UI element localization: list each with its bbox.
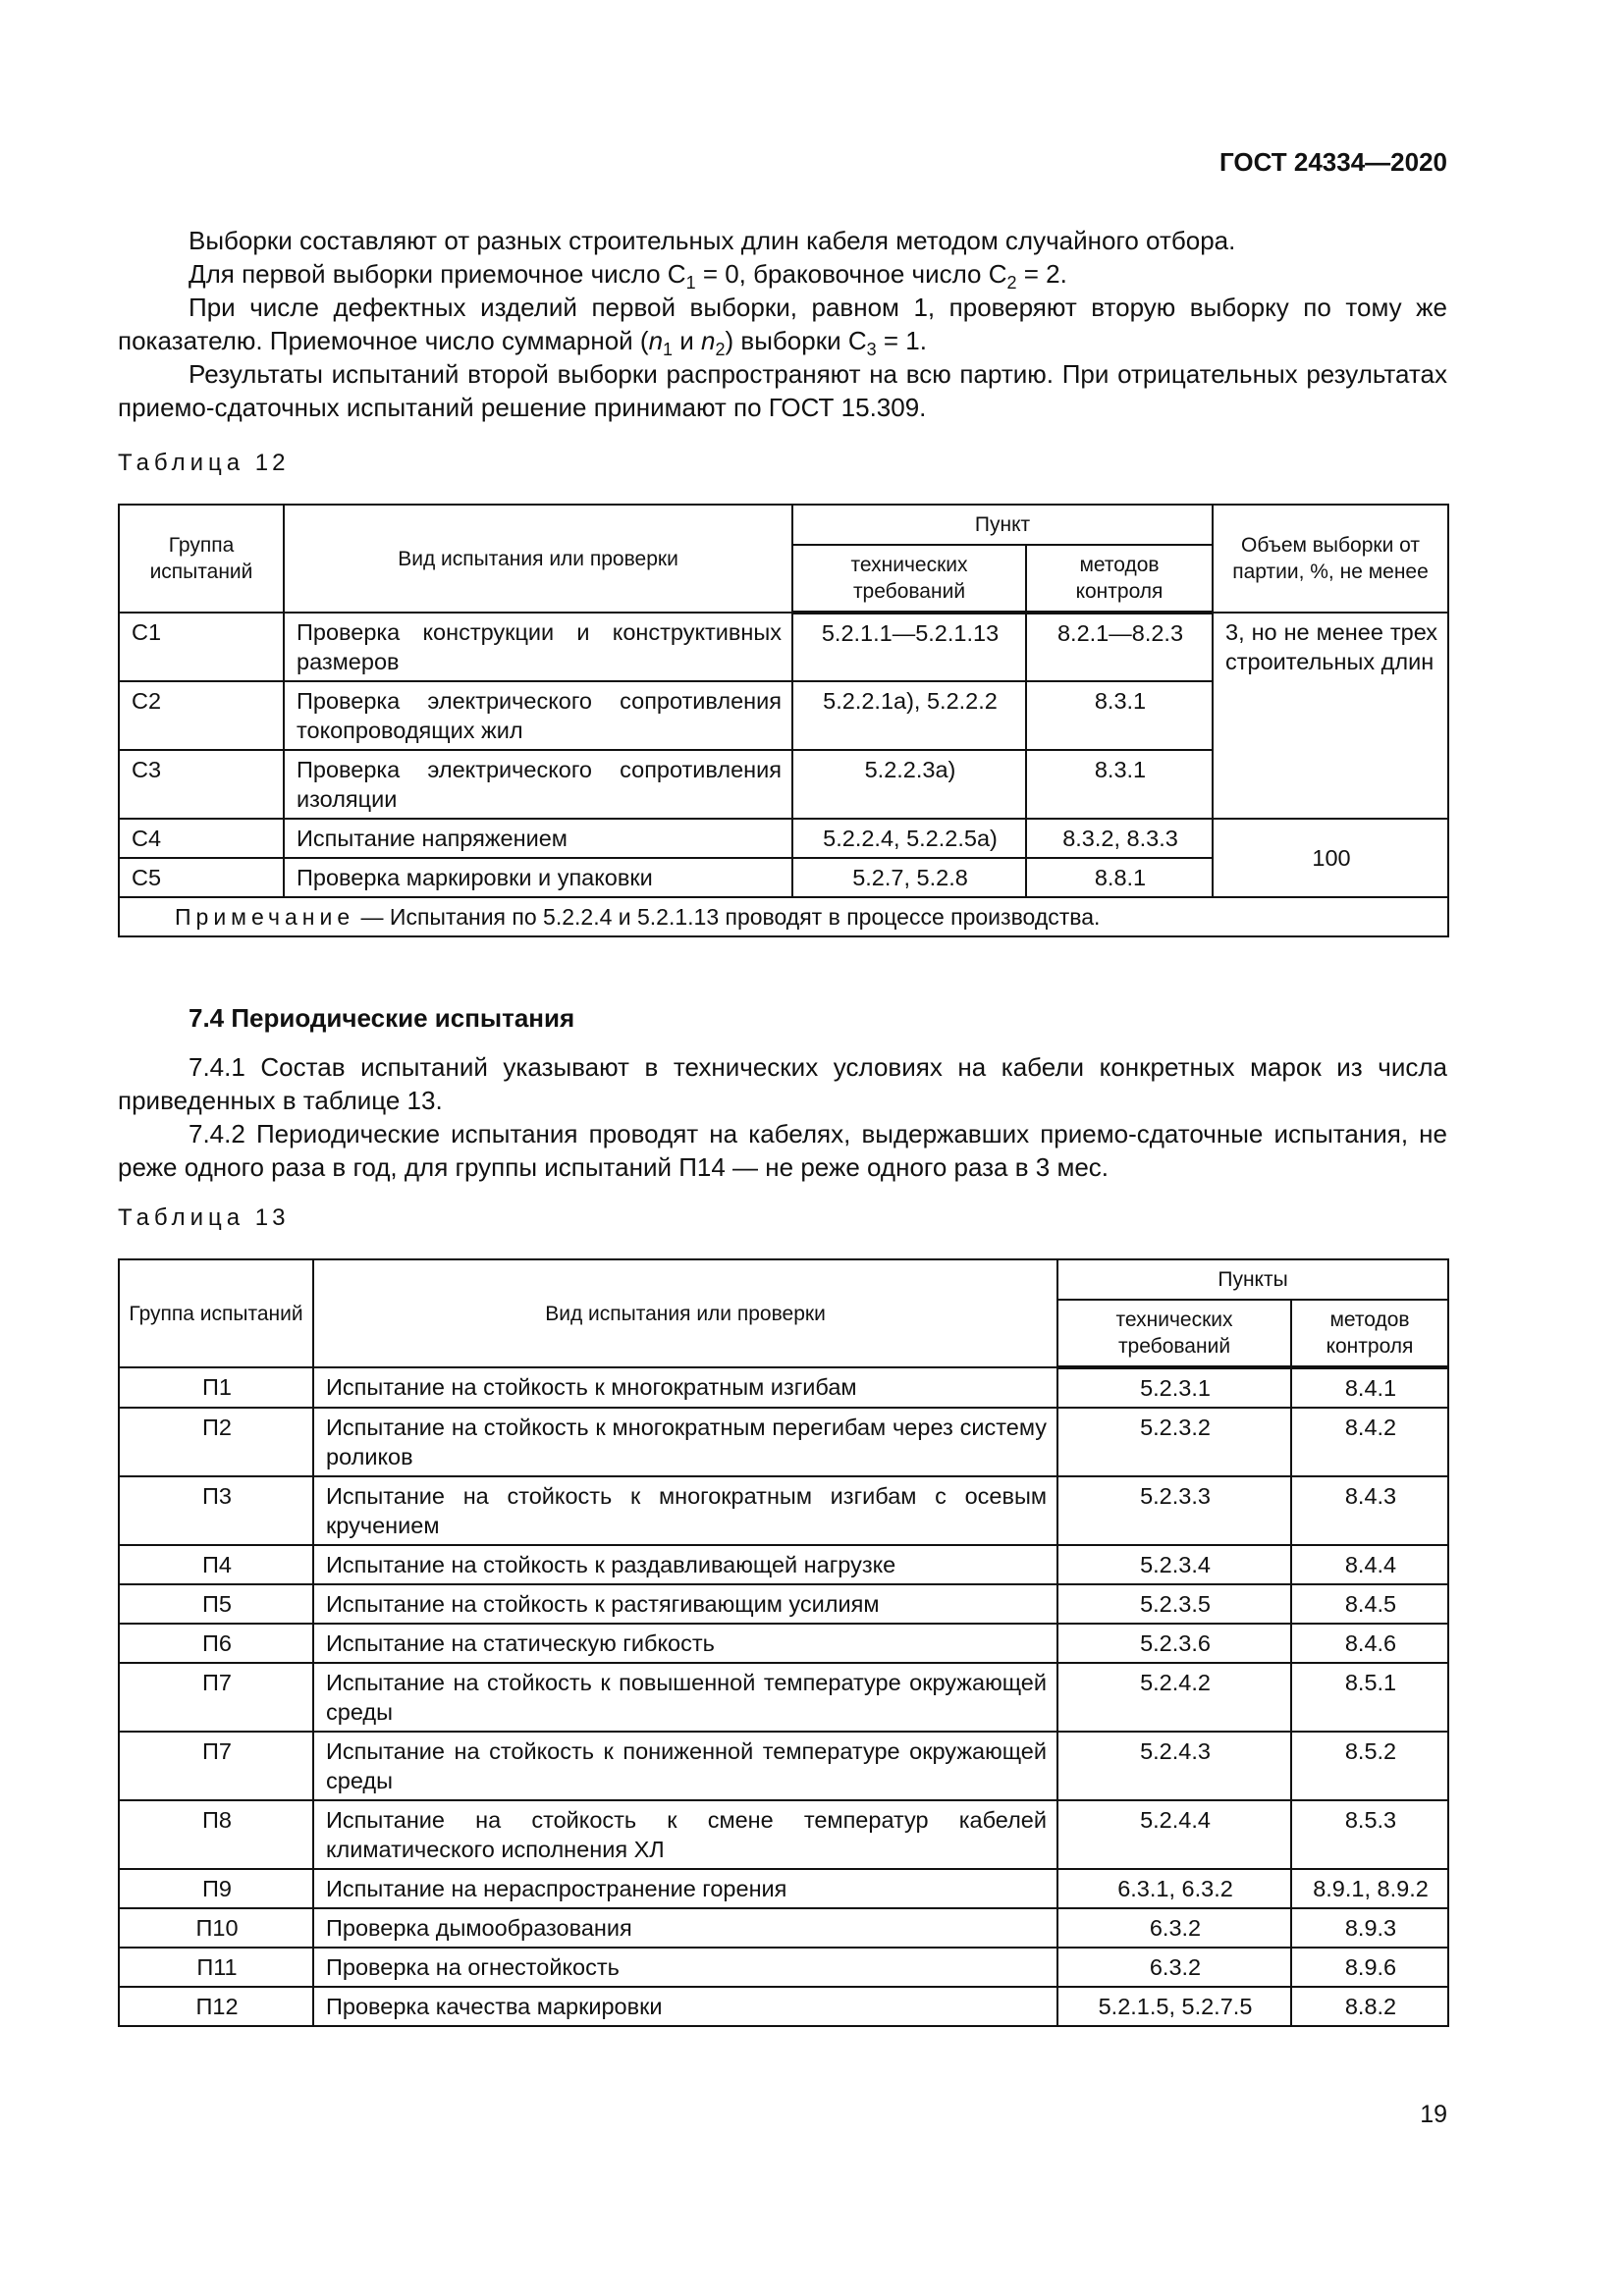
cell-kind: Проверка конструкции и конструктивных размеров xyxy=(284,613,792,681)
cell-tech: 6.3.2 xyxy=(1057,1908,1291,1948)
cell-kind: Испытание напряжением xyxy=(284,819,792,858)
table-row xyxy=(119,1408,1448,1476)
table-13 xyxy=(118,1258,1449,2027)
cell-tech: 5.2.3.4 xyxy=(1057,1545,1291,1584)
cell-tech: 5.2.1.5, 5.2.7.5 xyxy=(1057,1987,1291,2026)
cell-group: П4 xyxy=(119,1545,313,1584)
table-row xyxy=(119,1663,1448,1732)
cell-group: П11 xyxy=(119,1948,313,1987)
cell-tech: 5.2.3.2 xyxy=(1057,1408,1291,1476)
section-paragraph-2: 7.4.2 Периодические испытания проводят на кабелях, выдержавших приемо-сдаточные испытания, не реже одного раза в год, для группы испытаний П14 — не реже одного раза в 3 мес. xyxy=(118,1119,1447,1182)
cell-kind: Испытание на стойкость к смене температур кабелей климатического исполнения ХЛ xyxy=(313,1800,1057,1869)
section-paragraph-1: 7.4.1 Состав испытаний указывают в технических условиях на кабели конкретных марок из числа приведенных в таблице 13. xyxy=(118,1052,1447,1115)
cell-group: П9 xyxy=(119,1869,313,1908)
cell-kind: Проверка дымообразования xyxy=(313,1908,1057,1948)
cell-methods: 8.4.3 xyxy=(1291,1476,1448,1545)
cell-tech: 5.2.3.6 xyxy=(1057,1624,1291,1663)
table-row xyxy=(119,1800,1448,1869)
table-row xyxy=(119,819,1448,858)
cell-kind: Испытание на нераспространение горения xyxy=(313,1869,1057,1908)
cell-group: П2 xyxy=(119,1408,313,1476)
intro-paragraph-1: Выборки составляют от разных строительных длин кабеля методом случайного отбора. xyxy=(189,226,1236,255)
cell-methods: 8.5.1 xyxy=(1291,1663,1448,1732)
cell-kind: Испытание на стойкость к многократным изгибам xyxy=(313,1367,1057,1408)
cell-kind: Испытание на стойкость к многократным перегибам через систему роликов xyxy=(313,1408,1057,1476)
intro-paragraph-3: При числе дефектных изделий первой выборки, равном 1, проверяют вторую выборку по тому же показателю. Приемочное число суммарной ($n_1$ и $n_2$) выборки $С_3 = 1$. xyxy=(118,293,1447,360)
cell-tech: 5.2.2.1а), 5.2.2.2 xyxy=(792,681,1026,750)
cell-kind: Проверка электрического сопротивления изоляции xyxy=(284,750,792,819)
cell-tech: 5.2.4.2 xyxy=(1057,1663,1291,1732)
cell-kind: Проверка маркировки и упаковки xyxy=(284,858,792,897)
table-row xyxy=(119,1476,1448,1545)
cell-methods: 8.2.1—8.2.3 xyxy=(1026,613,1213,681)
cell-kind: Испытание на стойкость к многократным изгибам с осевым кручением xyxy=(313,1476,1057,1545)
cell-group: С5 xyxy=(119,858,284,897)
table-row xyxy=(119,1732,1448,1800)
cell-kind: Проверка электрического сопротивления токопроводящих жил xyxy=(284,681,792,750)
cell-group: П12 xyxy=(119,1987,313,2026)
cell-kind: Проверка качества маркировки xyxy=(313,1987,1057,2026)
cell-methods: 8.8.2 xyxy=(1291,1987,1448,2026)
table-13-header-methods: методов контроля xyxy=(1291,1300,1448,1367)
table-row xyxy=(119,1624,1448,1663)
cell-tech: 6.3.2 xyxy=(1057,1948,1291,1987)
table-13-header-kind: Вид испытания или проверки xyxy=(313,1259,1057,1367)
table-12-caption: Таблица 12 xyxy=(118,450,290,476)
cell-tech: 5.2.7, 5.2.8 xyxy=(792,858,1026,897)
table-row xyxy=(119,1545,1448,1584)
cell-methods: 8.9.1, 8.9.2 xyxy=(1291,1869,1448,1908)
table-12 xyxy=(118,504,1449,937)
cell-tech: 5.2.3.3 xyxy=(1057,1476,1291,1545)
table-12-header-group: Группа испытаний xyxy=(119,505,284,613)
cell-kind: Испытание на стойкость к раздавливающей нагрузке xyxy=(313,1545,1057,1584)
table-row xyxy=(119,1367,1448,1408)
cell-group: П6 xyxy=(119,1624,313,1663)
table-12-header-volume: Объем выборки от партии, %, не менее xyxy=(1213,505,1448,613)
cell-methods: 8.5.2 xyxy=(1291,1732,1448,1800)
table-12-header-kind: Вид испытания или проверки xyxy=(284,505,792,613)
intro-paragraph-2: Для первой выборки приемочное число $С_1 = 0$, браковочное число $С_2 = 2$. xyxy=(189,259,1067,294)
table-row xyxy=(119,1908,1448,1948)
cell-tech: 5.2.4.3 xyxy=(1057,1732,1291,1800)
table-row xyxy=(119,1584,1448,1624)
cell-group: П5 xyxy=(119,1584,313,1624)
cell-tech: 5.2.2.4, 5.2.2.5а) xyxy=(792,819,1026,858)
cell-group: П7 xyxy=(119,1663,313,1732)
cell-methods: 8.3.1 xyxy=(1026,750,1213,819)
page-number: 19 xyxy=(1420,2101,1447,2128)
cell-kind: Испытание на статическую гибкость xyxy=(313,1624,1057,1663)
table-12-note: Примечание — Испытания по 5.2.2.4 и 5.2.1.13 проводят в процессе производства. xyxy=(119,897,1448,936)
cell-methods: 8.3.1 xyxy=(1026,681,1213,750)
cell-group: П10 xyxy=(119,1908,313,1948)
cell-group: П3 xyxy=(119,1476,313,1545)
intro-paragraph-4: Результаты испытаний второй выборки распространяют на всю партию. При отрицательных результатах приемо-сдаточных испытаний решение принимают по ГОСТ 15.309. xyxy=(118,359,1447,422)
cell-methods: 8.9.6 xyxy=(1291,1948,1448,1987)
cell-kind: Испытание на стойкость к повышенной температуре окружающей среды xyxy=(313,1663,1057,1732)
table-12-header-methods: методов контроля xyxy=(1026,545,1213,613)
cell-kind: Проверка на огнестойкость xyxy=(313,1948,1057,1987)
table-12-note-row xyxy=(119,897,1448,936)
cell-methods: 8.5.3 xyxy=(1291,1800,1448,1869)
cell-group: П1 xyxy=(119,1367,313,1408)
cell-group: С1 xyxy=(119,613,284,681)
cell-methods: 8.4.6 xyxy=(1291,1624,1448,1663)
table-13-header-punkt: Пункты xyxy=(1057,1259,1448,1300)
table-13-header-group: Группа испытаний xyxy=(119,1259,313,1367)
table-row xyxy=(119,613,1448,681)
cell-group: С3 xyxy=(119,750,284,819)
cell-methods: 8.4.1 xyxy=(1291,1367,1448,1408)
cell-methods: 8.9.3 xyxy=(1291,1908,1448,1948)
cell-group: П8 xyxy=(119,1800,313,1869)
cell-volume: 3, но не менее трех строительных длин xyxy=(1213,613,1448,819)
cell-volume: 100 xyxy=(1213,819,1448,897)
cell-methods: 8.4.4 xyxy=(1291,1545,1448,1584)
cell-group: С4 xyxy=(119,819,284,858)
table-row xyxy=(119,1987,1448,2026)
cell-methods: 8.8.1 xyxy=(1026,858,1213,897)
cell-kind: Испытание на стойкость к растягивающим усилиям xyxy=(313,1584,1057,1624)
cell-methods: 8.3.2, 8.3.3 xyxy=(1026,819,1213,858)
document-code: ГОСТ 24334—2020 xyxy=(1219,147,1447,177)
cell-group: С2 xyxy=(119,681,284,750)
cell-tech: 6.3.1, 6.3.2 xyxy=(1057,1869,1291,1908)
cell-kind: Испытание на стойкость к пониженной температуре окружающей среды xyxy=(313,1732,1057,1800)
cell-tech: 5.2.2.3а) xyxy=(792,750,1026,819)
table-13-header-tech: технических требований xyxy=(1057,1300,1291,1367)
cell-tech: 5.2.3.1 xyxy=(1057,1367,1291,1408)
cell-tech: 5.2.3.5 xyxy=(1057,1584,1291,1624)
cell-tech: 5.2.1.1—5.2.1.13 xyxy=(792,613,1026,681)
intro-text xyxy=(118,224,1447,424)
table-13-caption: Таблица 13 xyxy=(118,1204,290,1231)
section-text xyxy=(118,1050,1447,1184)
section-title: 7.4 Периодические испытания xyxy=(189,1003,575,1033)
cell-group: П7 xyxy=(119,1732,313,1800)
table-12-header-tech: технических требований xyxy=(792,545,1026,613)
cell-tech: 5.2.4.4 xyxy=(1057,1800,1291,1869)
table-row xyxy=(119,1869,1448,1908)
cell-methods: 8.4.2 xyxy=(1291,1408,1448,1476)
cell-methods: 8.4.5 xyxy=(1291,1584,1448,1624)
table-row xyxy=(119,1948,1448,1987)
table-12-header-punkt: Пункт xyxy=(792,505,1213,545)
